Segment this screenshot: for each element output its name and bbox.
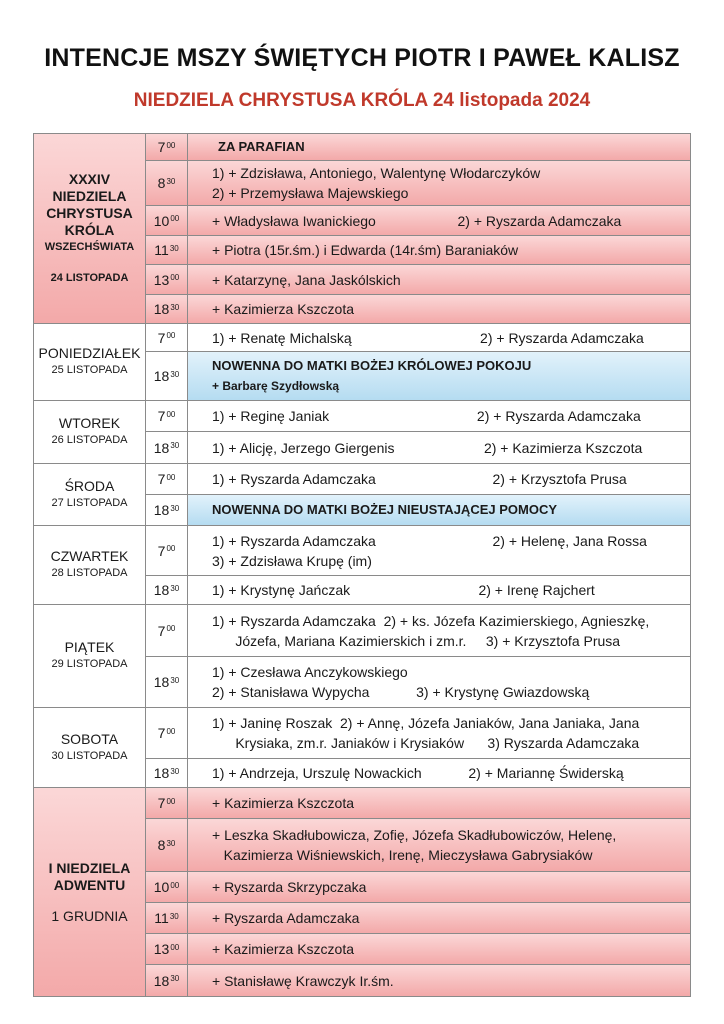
day-label-line: CHRYSTUSA xyxy=(46,204,133,221)
day-block xyxy=(33,401,691,464)
mass-time xyxy=(146,432,188,463)
day-block xyxy=(33,605,691,708)
mass-row xyxy=(146,494,690,525)
day-label xyxy=(34,708,146,787)
intention-text xyxy=(188,401,690,431)
day-label-line: KRÓLA xyxy=(64,221,115,238)
time-minutes: 30 xyxy=(170,974,180,983)
intention-line: + Ryszarda Skrzypczaka xyxy=(212,879,367,895)
day-label-line: 26 LISTOPADA xyxy=(51,434,128,446)
day-label-line: 1 GRUDNIA xyxy=(51,907,128,924)
day-label xyxy=(34,788,146,996)
intention-text xyxy=(188,605,690,656)
mass-time xyxy=(146,708,188,758)
day-label-line: PONIEDZIAŁEK xyxy=(38,345,141,361)
intention-text xyxy=(188,708,690,758)
intention-text xyxy=(188,576,690,604)
day-label xyxy=(34,526,146,604)
day-label-line: PIĄTEK xyxy=(64,639,115,655)
time-minutes: 00 xyxy=(170,880,180,890)
mass-time xyxy=(146,324,188,351)
intention-text xyxy=(188,965,690,996)
mass-row xyxy=(146,205,690,235)
intention-line: 2) + Przemysława Majewskiego xyxy=(212,185,409,201)
mass-time xyxy=(146,759,188,787)
time-minutes: 30 xyxy=(170,441,180,450)
intention-line: + Katarzynę, Jana Jaskólskich xyxy=(212,271,401,288)
mass-time xyxy=(146,352,188,400)
intention-line: + Stanisławę Krawczyk Ir.śm. xyxy=(212,972,394,989)
time-hour: 18 xyxy=(153,674,170,690)
intention-text xyxy=(188,657,690,707)
day-label xyxy=(34,605,146,707)
mass-row xyxy=(146,708,690,758)
mass-row xyxy=(146,656,690,707)
time-minutes: 30 xyxy=(170,675,180,685)
day-label-line: I NIEDZIELA xyxy=(48,859,131,876)
time-minutes: 00 xyxy=(166,624,176,633)
intention-line: 1) + Ryszarda Adamczaka 2) + Krzysztofa Prusa xyxy=(212,471,627,487)
mass-row xyxy=(146,134,690,160)
mass-row xyxy=(146,605,690,656)
intention-text xyxy=(188,324,690,351)
mass-time xyxy=(146,401,188,431)
mass-time xyxy=(146,903,188,933)
time-minutes: 30 xyxy=(169,243,179,253)
mass-row xyxy=(146,294,690,323)
intention-line: 3) + Zdzisława Krupę (im) xyxy=(212,552,372,569)
time-hour: 18 xyxy=(153,765,170,781)
time-hour: 7 xyxy=(157,795,166,811)
intention-line: 1) + Zdzisława, Antoniego, Walentynę Włodarczyków xyxy=(212,165,541,181)
mass-time xyxy=(146,265,188,294)
intention-line: 1) + Krystynę Jańczak 2) + Irenę Rajchert xyxy=(212,582,595,598)
mass-intentions-table xyxy=(33,133,691,997)
time-hour: 11 xyxy=(154,242,169,258)
time-minutes: 30 xyxy=(170,583,180,593)
mass-row xyxy=(146,324,690,351)
day-label xyxy=(34,464,146,525)
time-hour: 18 xyxy=(153,439,170,456)
intention-line: ZA PARAFIAN xyxy=(218,139,305,154)
day-label xyxy=(34,134,146,323)
time-minutes: 00 xyxy=(166,726,176,736)
mass-time xyxy=(146,295,188,323)
intention-line: + Kazimierza Kszczota xyxy=(212,301,354,317)
day-label-line: WTOREK xyxy=(58,415,121,431)
intention-text xyxy=(188,788,690,818)
intention-text xyxy=(188,495,690,525)
intention-line: Krysiaka, zm.r. Janiaków i Krysiaków 3) Ryszarda Adamczaka xyxy=(212,735,640,751)
time-hour: 13 xyxy=(153,941,170,957)
time-hour: 7 xyxy=(157,329,166,346)
intention-text xyxy=(188,872,690,902)
mass-row xyxy=(146,902,690,933)
time-minutes: 00 xyxy=(166,409,176,419)
mass-time xyxy=(146,872,188,902)
mass-row xyxy=(146,235,690,264)
day-label-line: 25 LISTOPADA xyxy=(51,364,128,376)
intention-text xyxy=(188,934,690,964)
time-minutes: 00 xyxy=(166,472,176,482)
time-minutes: 00 xyxy=(166,544,176,553)
mass-time xyxy=(146,965,188,996)
time-hour: 18 xyxy=(153,972,170,989)
mass-row xyxy=(146,964,690,996)
intention-line: NOWENNA DO MATKI BOŻEJ KRÓLOWEJ POKOJU xyxy=(212,358,532,373)
intention-line: + Barbarę Szydłowską xyxy=(212,379,340,393)
day-label-line: NIEDZIELA xyxy=(52,187,127,204)
time-minutes: 30 xyxy=(169,911,179,921)
page-title: INTENCJE MSZY ŚWIĘTYCH PIOTR I PAWEŁ KALISZ xyxy=(44,44,680,72)
day-label-line: SOBOTA xyxy=(60,730,119,747)
intention-line: + Kazimierza Kszczota xyxy=(212,795,354,811)
time-hour: 13 xyxy=(153,271,170,288)
day-label-line: 30 LISTOPADA xyxy=(51,749,128,762)
day-block xyxy=(33,133,691,324)
mass-time xyxy=(146,605,188,656)
intention-text xyxy=(188,134,690,160)
day-label-line: 27 LISTOPADA xyxy=(51,496,128,509)
mass-time xyxy=(146,206,188,235)
day-label xyxy=(34,401,146,463)
day-label-line: 29 LISTOPADA xyxy=(51,658,128,670)
time-minutes: 00 xyxy=(166,796,176,806)
time-minutes: 00 xyxy=(170,214,180,223)
intention-text xyxy=(188,432,690,463)
mass-time xyxy=(146,934,188,964)
intention-text xyxy=(188,352,690,400)
day-label-line: CZWARTEK xyxy=(50,548,129,564)
intention-text xyxy=(188,161,690,205)
day-label-line: XXXIV xyxy=(68,170,111,187)
mass-time xyxy=(146,495,188,525)
time-hour: 7 xyxy=(157,725,166,741)
time-hour: 7 xyxy=(157,471,166,487)
mass-row xyxy=(146,431,690,463)
time-minutes: 00 xyxy=(170,942,180,952)
time-hour: 11 xyxy=(154,910,169,926)
day-label-line: 28 LISTOPADA xyxy=(51,567,128,579)
mass-row xyxy=(146,264,690,294)
time-minutes: 30 xyxy=(170,503,180,513)
intention-line: NOWENNA DO MATKI BOŻEJ NIEUSTAJĄCEJ POMOCY xyxy=(212,502,558,517)
day-label-line: WSZECHŚWIATA xyxy=(44,240,135,253)
intention-line: 1) + Alicję, Jerzego Giergenis 2) + Kazimierza Kszczota xyxy=(212,439,643,456)
intention-text xyxy=(188,759,690,787)
mass-time xyxy=(146,464,188,494)
intention-text xyxy=(188,464,690,494)
time-hour: 7 xyxy=(157,408,166,424)
intention-line: + Piotra (15r.śm.) i Edwarda (14r.śm) Baraniaków xyxy=(212,242,519,258)
intention-line: 1) + Andrzeja, Urszulę Nowackich 2) + Mariannę Świderską xyxy=(212,765,624,781)
time-minutes: 30 xyxy=(166,176,176,186)
intention-line: 1) + Ryszarda Adamczaka 2) + Helenę, Jana Rossa xyxy=(212,532,647,549)
intention-line: Józefa, Mariana Kazimierskich i zm.r. 3) + Krzysztofa Prusa xyxy=(212,632,621,649)
page-subtitle: NIEDZIELA CHRYSTUSA KRÓLA 24 listopada 2024 xyxy=(133,90,591,111)
day-block xyxy=(33,464,691,526)
mass-row xyxy=(146,788,690,818)
intention-text xyxy=(188,819,690,871)
intention-line: + Kazimierza Kszczota xyxy=(212,941,354,957)
intention-line: 1) + Reginę Janiak 2) + Ryszarda Adamczaka xyxy=(212,408,641,424)
time-hour: 7 xyxy=(157,622,166,639)
day-block xyxy=(33,708,691,788)
mass-row xyxy=(146,526,690,575)
time-hour: 8 xyxy=(157,837,166,853)
time-hour: 18 xyxy=(153,368,170,384)
mass-row xyxy=(146,575,690,604)
mass-time xyxy=(146,657,188,707)
intention-line: 1) + Ryszarda Adamczaka 2) + ks. Józefa Kazimierskiego, Agnieszkę, xyxy=(212,612,650,629)
mass-row xyxy=(146,933,690,964)
intention-text xyxy=(188,903,690,933)
intention-line: + Leszka Skadłubowicza, Zofię, Józefa Skadłubowiczów, Helenę, xyxy=(212,827,617,843)
day-block xyxy=(33,788,691,997)
day-label-line: ADWENTU xyxy=(53,876,126,893)
time-minutes: 00 xyxy=(166,140,176,150)
mass-row xyxy=(146,871,690,902)
time-minutes: 30 xyxy=(170,302,180,312)
intention-line: 1) + Renatę Michalską 2) + Ryszarda Adamczaka xyxy=(212,329,644,346)
intention-text xyxy=(188,206,690,235)
time-hour: 7 xyxy=(157,542,166,559)
intention-text xyxy=(188,236,690,264)
intention-line: + Władysława Iwanickiego 2) + Ryszarda Adamczaka xyxy=(212,212,622,229)
mass-time xyxy=(146,788,188,818)
time-hour: 18 xyxy=(153,582,170,598)
intention-line: Kazimierza Wiśniewskich, Irenę, Mieczysława Gabrysiaków xyxy=(212,847,593,863)
time-hour: 7 xyxy=(157,139,166,155)
time-hour: 18 xyxy=(153,301,170,317)
intention-text xyxy=(188,295,690,323)
time-minutes: 00 xyxy=(166,331,176,340)
mass-time xyxy=(146,819,188,871)
mass-row xyxy=(146,160,690,205)
day-block xyxy=(33,526,691,605)
mass-time xyxy=(146,236,188,264)
mass-row xyxy=(146,818,690,871)
day-label xyxy=(34,324,146,400)
time-hour: 10 xyxy=(153,212,170,229)
mass-row xyxy=(146,758,690,787)
intention-line: + Ryszarda Adamczaka xyxy=(212,910,360,926)
mass-row xyxy=(146,401,690,431)
mass-time xyxy=(146,134,188,160)
mass-row xyxy=(146,351,690,400)
intention-line: 1) + Czesława Anczykowskiego xyxy=(212,664,408,680)
mass-time xyxy=(146,161,188,205)
time-minutes: 00 xyxy=(170,273,180,282)
day-block xyxy=(33,324,691,401)
time-hour: 8 xyxy=(157,175,166,191)
time-hour: 10 xyxy=(153,879,170,895)
mass-time xyxy=(146,526,188,575)
intention-text xyxy=(188,526,690,575)
intention-text xyxy=(188,265,690,294)
time-hour: 18 xyxy=(153,502,170,518)
time-minutes: 30 xyxy=(170,369,180,379)
time-minutes: 30 xyxy=(166,838,176,848)
intention-line: 1) + Janinę Roszak 2) + Annę, Józefa Janiaków, Jana Janiaka, Jana xyxy=(212,715,640,731)
intention-line: 2) + Stanisława Wypycha 3) + Krystynę Gwiazdowską xyxy=(212,684,590,700)
day-label-line: ŚRODA xyxy=(64,477,115,494)
time-minutes: 30 xyxy=(170,766,180,776)
mass-time xyxy=(146,576,188,604)
mass-row xyxy=(146,464,690,494)
day-label-line: 24 LISTOPADA xyxy=(50,271,129,284)
